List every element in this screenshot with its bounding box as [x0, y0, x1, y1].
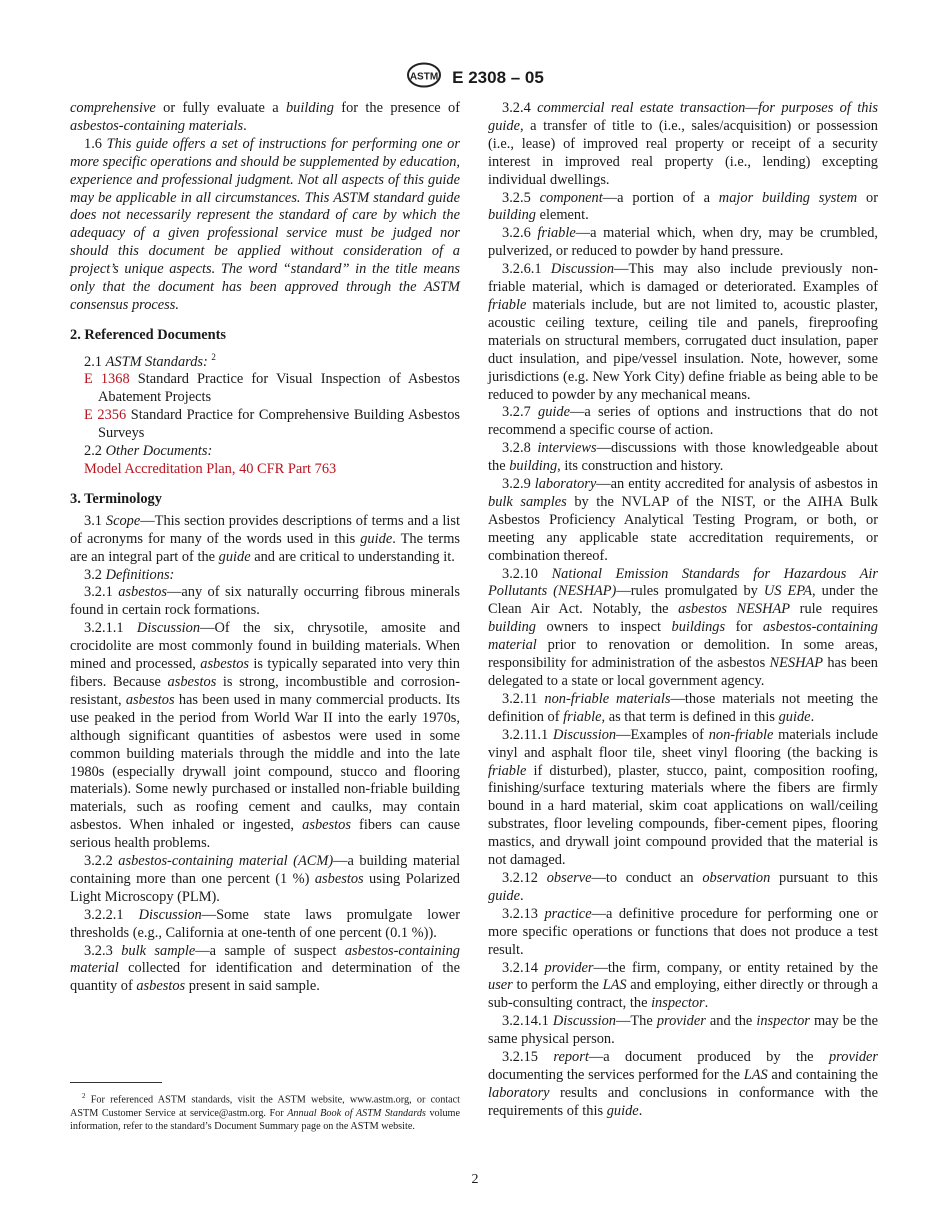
- footnote-2: $^2$ For referenced ASTM standards, visit the ASTM website, www.astm.org, or contact ASTM Customer Service at service@astm.org. For Annual Book of ASTM Standards volume information, refer to the standard’s Document Summary page on the ASTM website.: [70, 1092, 461, 1132]
- reference-model-accreditation-plan: [70, 461, 460, 479]
- definition-provider: 3.2.14 provider—the firm, company, or entity retained by the user to perform the LAS and employing, either directly or through a sub-consulting contract, the inspector.: [488, 959, 879, 1012]
- paragraph-3-1: 3.1 Scope—This section provides descriptions of terms and a list of acronyms for many of the words used in this guide. The terms are an integral part of the guide and are critical to understanding it.: [70, 512, 460, 565]
- footnote-divider: [70, 1082, 162, 1083]
- definition-neshap: 3.2.10 National Emission Standards for Hazardous Air Pollutants (NESHAP)—rules promulgated by US EPA, under the Clean Air Act. Notably, the asbestos NESHAP rule requires building owners to inspect buildings for asbestos-containing material prior to renovation or demolition. In some areas, responsibility for administration of the asbestos NESHAP has been delegated to a state or local government agency.: [488, 565, 879, 689]
- discussion-3-2-6-1: 3.2.6.1 Discussion—This may also include previously non-friable material, which is damaged or deteriorated. Examples of friable materials include, but are not limited to, acoustic plaster, acoustic ceiling texture, ceiling tile and panels, fireproofing materials on structural members, corrugated duct insulation, paper duct insulation, and pipe/vessel insulation. Note, however, some jurisdictions (e.g. New York City) define friable as being able to be reduced to powder by any mechanical means.: [488, 261, 878, 403]
- definition-observe: 3.2.12 observe—to conduct an observation pursuant to this guide.: [488, 869, 879, 904]
- discussion-3-2-1-1: 3.2.1.1 Discussion—Of the six, chrysotile, amosite and crocidolite are most commonly found in building materials. When mined and processed, asbestos is typically separated into very thin fibers. Because asbestos is strong, incombustible and corrosion-resistant, asbestos has been used in many commercial products. Its use peaked in the period from World War II into the early 1970s, although significant quantities of asbestos were used in some common building materials through the middle and into the late 1980s (especially drywall joint compound, stucco and flooring materials). Some newly purchased or installed non-friable building materials, such as roofing cement and caulks, may contain asbestos. When inhaled or ingested, asbestos fibers can cause serious health problems.: [70, 620, 461, 852]
- definition-guide: 3.2.7 guide—a series of options and instructions that do not recommend a specific course of action.: [488, 404, 878, 439]
- right-column: [488, 100, 878, 1121]
- discussion-3-2-14-1: 3.2.14.1 Discussion—The provider and the inspector may be the same physical person.: [488, 1013, 878, 1048]
- link-model-accreditation-plan[interactable]: Model Accreditation Plan, 40 CFR Part 763: [84, 461, 337, 478]
- definition-component: 3.2.5 component—a portion of a major building system or building element.: [488, 189, 878, 224]
- definition-bulk-sample: 3.2.3 bulk sample—a sample of suspect asbestos-containing material collected for identification and determination of the quantity of asbestos present in said sample.: [70, 942, 460, 995]
- svg-text:ASTM: ASTM: [409, 71, 439, 83]
- page-number: 2: [471, 1172, 479, 1187]
- definition-laboratory: 3.2.9 laboratory—an entity accredited for analysis of asbestos in bulk samples by the NVLAP of the NIST, or the AIHA Bulk Asbestos Proficiency Analytical Testing Program, or both, or meeting any applicable state accreditation requirements, or combination thereof.: [488, 476, 878, 564]
- link-e1368[interactable]: E 1368: [84, 371, 130, 388]
- standard-designation: E 2308 – 05: [452, 67, 544, 87]
- discussion-3-2-11-1: 3.2.11.1 Discussion—Examples of non-friable materials include vinyl and asphalt floor tile, sheet vinyl flooring (the backing is friable if disturbed), plaster, stucco, paint, composition roofing, finishing/surface texturing materials where the fibers are firmly bound in a hard material, skim coat applications on wall/ceiling substrates, floor leveling compounds, fiber-cement pipes, flooring mastics, and drywall joint compound provided that the material is not damaged.: [488, 726, 878, 869]
- definition-friable: 3.2.6 friable—a material which, when dry, may be crumbled, pulverized, or reduced to powder by hand pressure.: [488, 225, 878, 260]
- paragraph-3-2: 3.2 Definitions:: [84, 566, 175, 583]
- reference-e2356: E 2356 Standard Practice for Comprehensive Building Asbestos Surveys: [84, 407, 460, 442]
- left-column: [70, 100, 460, 996]
- section-3-heading: 3. Terminology: [70, 490, 162, 507]
- paragraph-scope-continued: comprehensive or fully evaluate a building for the presence of asbestos-containing materials.: [70, 100, 460, 134]
- paragraph-2-2: 2.2 Other Documents:: [84, 443, 213, 460]
- definition-interviews: 3.2.8 interviews—discussions with those knowledgeable about the building, its construction and history.: [488, 440, 879, 475]
- paragraph-2-1: 2.1 ASTM Standards: $^2$: [84, 351, 216, 370]
- astm-logo: [406, 62, 442, 93]
- definition-commercial-real-estate-transaction: 3.2.4 commercial real estate transaction—for purposes of this guide, a transfer of title to (i.e., sales/acquisition) or possession (i.e., lease) of improved real property or receipt of a security interest in improved real property (i.e., lending) excepting individual dwellings.: [488, 100, 878, 188]
- definition-report: 3.2.15 report—a document produced by the provider documenting the services performed for the LAS and containing the laboratory results and conclusions in conformance with the requirements of this guide.: [488, 1049, 879, 1119]
- definition-acm: 3.2.2 asbestos-containing material (ACM)—a building material containing more than one percent (1 %) asbestos using Polarized Light Microscopy (PLM).: [70, 853, 460, 905]
- section-2-heading: 2. Referenced Documents: [70, 326, 226, 343]
- definition-practice: 3.2.13 practice—a definitive procedure for performing one or more specific operations or functions that does not produce a test result.: [488, 905, 879, 958]
- link-e2356[interactable]: E 2356: [84, 407, 127, 424]
- page-header: [0, 62, 950, 93]
- paragraph-1-6: 1.6 This guide offers a set of instructions for performing one or more specific operations and should be supplemented by education, experience and professional judgment. Not all aspects of this guide may be applicable in all circumstances. This ASTM standard guide does not necessarily represent the standard of care by which the adequacy of a given professional service must be judged nor should this document be applied without consideration of a project’s unique aspects. The word “standard” in the title means only that the document has been approved through the ASTM consensus process.: [70, 135, 460, 313]
- discussion-3-2-2-1: 3.2.2.1 Discussion—Some state laws promulgate lower thresholds (e.g., California at one-tenth of one percent (0.1 %)).: [70, 906, 460, 941]
- definition-asbestos: 3.2.1 asbestos—any of six naturally occurring fibrous minerals found in certain rock formations.: [70, 584, 460, 619]
- reference-e1368: E 1368 Standard Practice for Visual Inspection of Asbestos Abatement Projects: [84, 371, 461, 406]
- definition-non-friable-materials: 3.2.11 non-friable materials—those materials not meeting the definition of friable, as that term is defined in this guide.: [488, 690, 878, 725]
